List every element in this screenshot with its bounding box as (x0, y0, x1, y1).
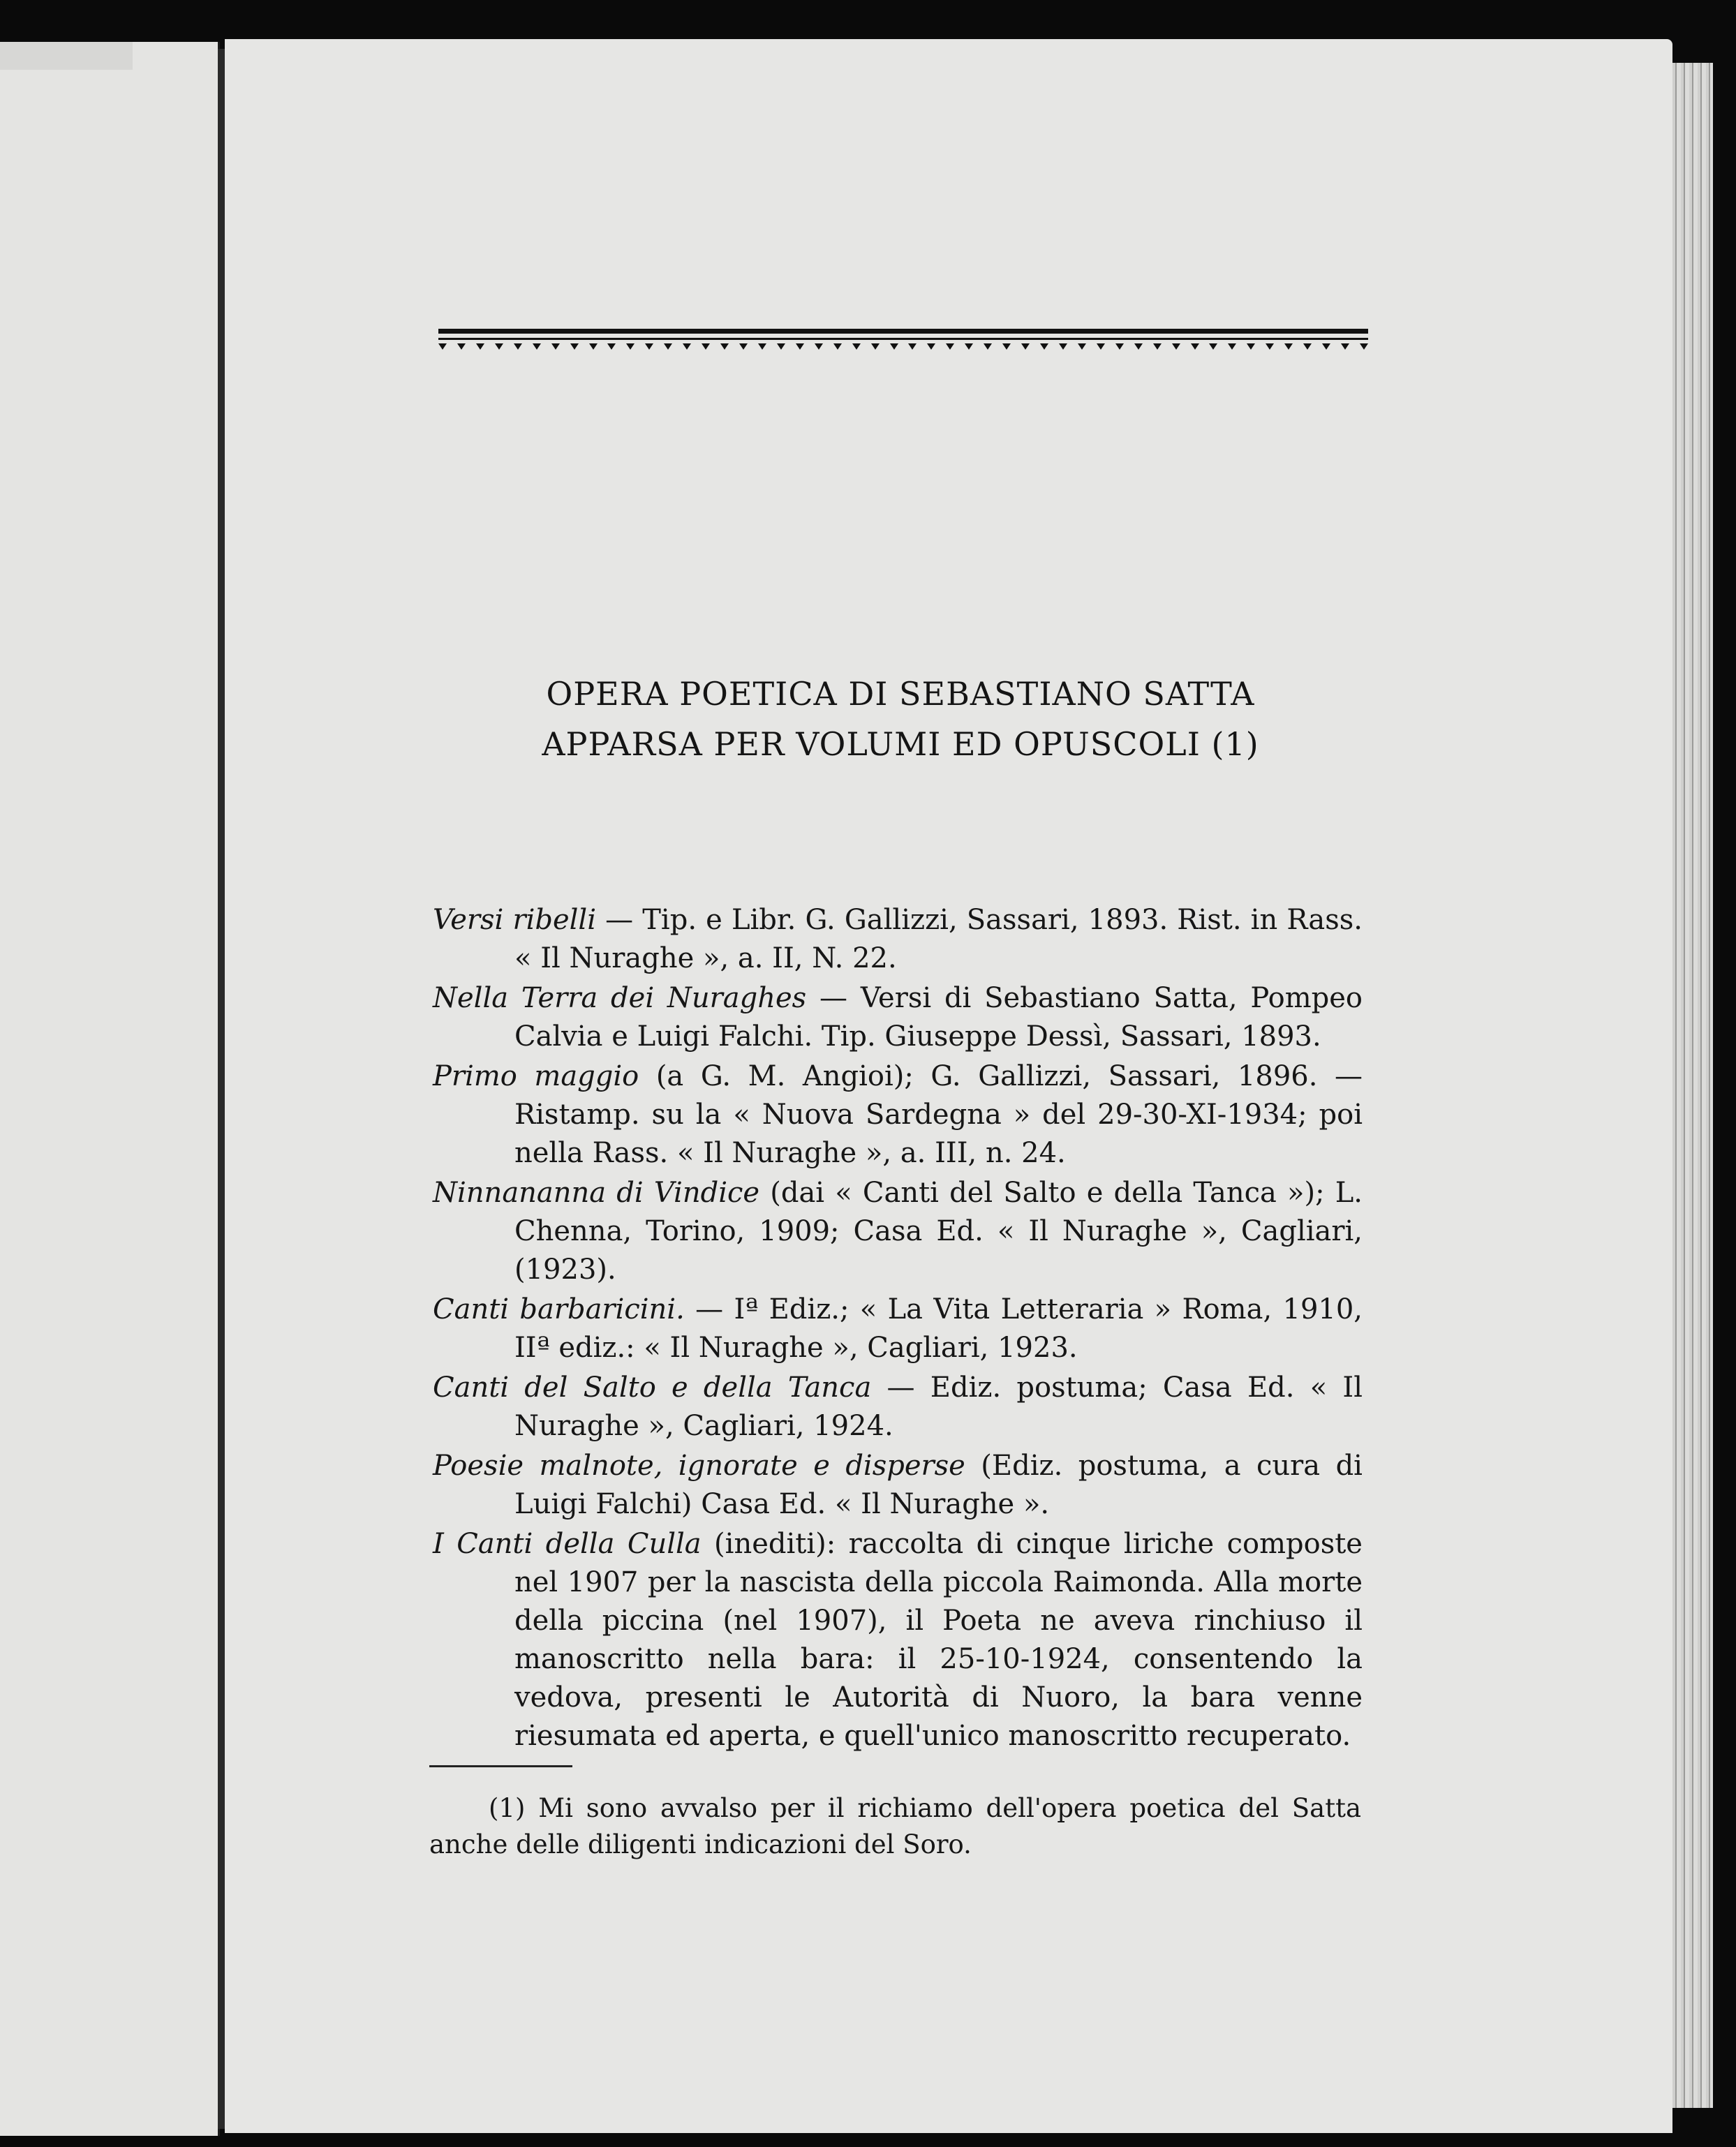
entry-title: Canti barbaricini. (433, 1293, 685, 1325)
footnote-divider (429, 1765, 572, 1767)
bibliography-entry (433, 979, 1363, 1056)
page-edges (1672, 63, 1713, 2108)
entry-text: (a G. M. Angioi); G. Gallizzi, Sassari, 1896. — Ristamp. su la « Nuova Sardegna » del 29-30-XI-1934; poi nella Rass. « Il Nuraghe », a. III, n. 24. (514, 1060, 1363, 1169)
title-line-1: OPERA POETICA DI SEBASTIANO SATTA (546, 675, 1255, 713)
entry-title: Canti del Salto e della Tanca (433, 1372, 872, 1404)
entry-text: — Versi di Sebastiano Satta, Pompeo Calvia e Luigi Falchi. Tip. Giuseppe Dessì, Sassari, 1893. (514, 982, 1363, 1053)
ornament-rule-thin (438, 338, 1368, 340)
bibliography-entry (433, 901, 1363, 978)
left-page (0, 42, 220, 2136)
bibliography-entry (433, 1447, 1363, 1524)
entry-title: Versi ribelli (433, 904, 597, 936)
entry-text: (dai « Canti del Salto e della Tanca »); L. Chenna, Torino, 1909; Casa Ed. « Il Nuraghe », Cagliari, (1923). (514, 1177, 1363, 1286)
bibliography-entry (433, 1174, 1363, 1289)
entry-title: Poesie malnote, ignorate e disperse (433, 1450, 965, 1482)
entry-text: (inediti): raccolta di cinque liriche composte nel 1907 per la nascista della piccola Raimonda. Alla morte della piccina (nel 1907), il Poeta ne aveva rinchiuso il manoscritto nella bara: il 25-10-1924, consentendo la vedova, presenti le Autorità di Nuoro, la bara venne riesumata ed aperta, e quell'unico manoscritto recuperato. (514, 1528, 1363, 1752)
bibliography-entry (433, 1291, 1363, 1367)
ornament-triangle-row (438, 343, 1368, 353)
entry-text: — Ediz. postuma; Casa Ed. « Il Nuraghe », Cagliari, 1924. (514, 1372, 1363, 1442)
entry-text: — Tip. e Libr. G. Gallizzi, Sassari, 1893. Rist. in Rass. « Il Nuraghe », a. II, N. 22. (514, 904, 1363, 974)
bibliography-list (433, 901, 1363, 1757)
ornament-rule-thick (438, 329, 1368, 334)
bibliography-entry (433, 1057, 1363, 1173)
entry-title: Primo maggio (433, 1060, 639, 1092)
bibliography-entry (433, 1369, 1363, 1446)
footnote: (1) Mi sono avvalso per il richiamo dell'opera poetica del Satta anche delle diligenti indicazioni del Soro. (429, 1793, 1361, 1859)
entry-title: Ninnananna di Vindice (433, 1177, 760, 1209)
title-line-2: APPARSA PER VOLUMI ED OPUSCOLI (1) (542, 725, 1259, 763)
bibliography-entry (433, 1525, 1363, 1755)
entry-title: I Canti della Culla (433, 1528, 702, 1560)
left-page-edge (0, 42, 133, 70)
entry-title: Nella Terra dei Nuraghes (433, 982, 807, 1014)
page-title (433, 669, 1368, 769)
entry-text: — Iª Ediz.; « La Vita Letteraria » Roma, 1910, IIª ediz.: « Il Nuraghe », Cagliari, 1923. (514, 1293, 1363, 1364)
entry-text: (Ediz. postuma, a cura di Luigi Falchi) Casa Ed. « Il Nuraghe ». (514, 1450, 1363, 1520)
book-spine (218, 49, 225, 2129)
